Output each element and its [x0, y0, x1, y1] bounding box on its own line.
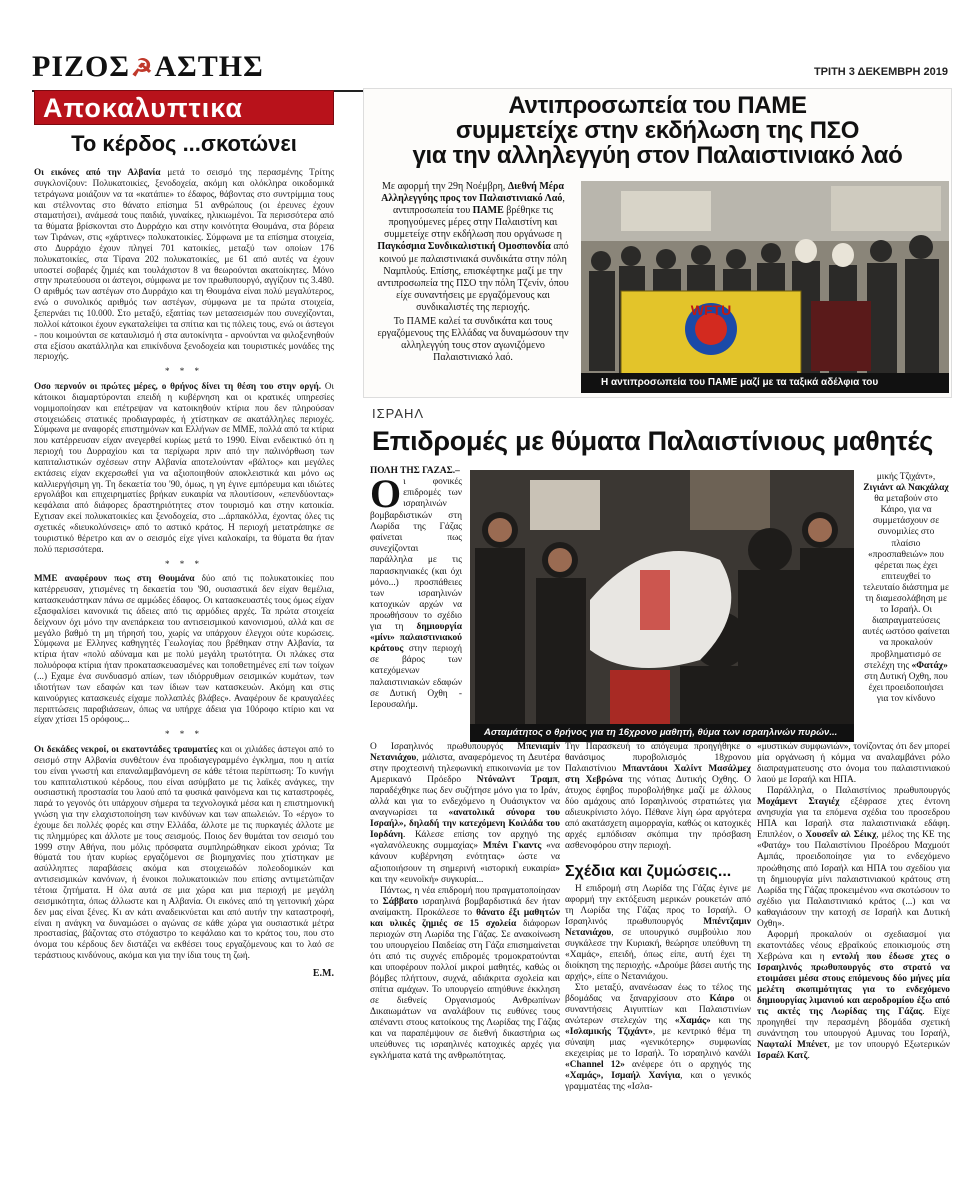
photo-caption: Ασταμάτητος ο θρήνος για τη 16χρονο μαθητή, θύμα των ισραηλινών πυρών...: [470, 724, 854, 742]
left-article-title: Το κέρδος ...σκοτώνει: [71, 131, 297, 156]
separator-stars: * * *: [165, 558, 203, 569]
drop-cap: Ο: [370, 471, 402, 517]
separator-stars: * * *: [165, 366, 203, 377]
mourning-photo: [470, 470, 854, 742]
wftu-banner-text: WFTU: [690, 302, 732, 318]
pame-article: [363, 88, 952, 398]
paragraph: Οι εικόνες από την Αλβανία μετά το σεισμό της περασμένης Τρίτης συγκλονίζουν: Πολυκατοικίες, ξενοδοχεία, ακόμη και ολόκληρα οικοδομικά τετράγωνα μοιάζουν να τα «κατάπιε» το έδαφος, θάβοντας στο συντρίμμια τους και στέλνοντας στο θάνατο επίσημα 51 ανθρώπους (οι έρευνες έχουν σταματήσει), ανάμεσά τους παιδιά, γυναίκες, ηλικιωμένοι. Τα περισσότερα από τα θύματα βρίσκονται στο Δυρράχιο και στην κοινότητα Θουμάνα, στα βόρεια των Τιράνων, στις «χάρτινες» πολυκατοικίες. Σύμφωνα με τα επίσημα στοιχεία, στο Δυρράχιο έχουν πληγεί 701 κατοικίες, μεταξύ των οποίων 176 πολυκατοικίες, στα Τίρανα 202 πολυκατοικίες, με 61 από αυτές να έχουν υποστεί σοβαρές ζημιές και τουλάχιστον 8 να θεωρούνται ακατοίκητες. Μόνο στην πρωτεύουσα οι άστεγοι, σύμφωνα με τον πρωθυπουργό, αγγίζουν τις 3.480. Ο αριθμός των αστέγων στο Δυρράχιο και τη Θουμάνα είναι πολύ μεγαλύτερος, ενώ ο συνολικός αριθμός των αστέγων, σύμφωνα με τα πρώτα στοιχεία, ξεπερνάει τις 10.000. Στο μεταξύ, εξαιτίας των μετασεισμών που συνεχίζονται, πολλοί κάτοικοι έχουν εγκαταλείψει τα σπίτια και τις πόλεις τους, ενώ οι άστεγοι - που κοιμούνται σε καταυλισμό ή στα αυτοκίνητα - αρνούνται να φιλοξενηθούν στα εξίσου ακατάλληλα και επικίνδυνα ξενοδοχεία και τουριστικές μονάδες της περιοχής.: [34, 167, 334, 362]
author-signature: Ε.Μ.: [312, 967, 334, 979]
separator-stars: * * *: [165, 729, 203, 740]
masthead: [32, 42, 948, 92]
paragraph: Οι δεκάδες νεκροί, οι εκατοντάδες τραυματίες και οι χιλιάδες άστεγοι από το σεισμό στην Αλβανία συνθέτουν ένα προδιαγεγραμμένο έγκλημα, που η αιτία του είναι γνωστή και επαναλαμβανόμενη σε κάθε τέτοια περίπτωση: Το κυνήγι του καπιταλιστικού κέρδους, που είναι ασύμβατο με τις λαϊκές ανάγκες, την ουσιαστική προστασία του λαού από τα φυσικά φαινόμενα και τις καταστροφές, παρά το γεγονός ότι υπάρχουν σήμερα τα τεχνολογικά μέσα και η επιστημονική γνώση για την ελαχιστοποίηση των κινδύνων και των απωλειών. Το «έργο» το έχουμε δει πολλές φορές και στην Ελλάδα, άλλοτε με τις πυρκαγιές άλλοτε με τις πλημμύρες και άλλοτε με τους σεισμούς. Ποιος δεν θυμάται τον σεισμό του 1999 στην Αθήνα, που μόλις πρόσφατα συμπληρώθηκαν είκοσι χρόνια; Τα θύματά του ήταν κυρίως εργαζόμενοι σε βιομηχανίες που χτίστηκαν με ασύλληπτες παραβάσεις ακόμα και στοιχειωδών πολεοδομικών και αντισεισμικών κανόνων, ή ένοικοι πολυκατοικιών που επίσης αντιμετώπιζαν τέτοια ζητήματα. Η όλα αυτά σε μια χώρα και μια περιοχή με μεγάλη σεισμικότητα, όπως άλλωστε και η Αλβανία. Οι εικόνες από τη γειτονική χώρα δεν μας είναι ξένες. Κι αν κάτι αναδεικνύεται και από αυτήν την καταστροφή, είναι η ανάγκη να δυναμώσει ο αγώνας σε κάθε χώρα για ουσιαστικά μέτρα προστασίας, βάζοντας στο στόχαστρο το κεφάλαιο και το κράτος του, που στο όνομα του κέρδους δεν διστάζει να εκθέσει τους εργαζόμενους και το λαό σε τεράστιους κινδύνους, ακόμα και για την ίδια τους τη ζωή.: [34, 744, 334, 961]
left-article: [34, 90, 334, 1150]
issue-date: ΤΡΙΤΗ 3 ΔΕΚΕΜΒΡΗ 2019: [813, 66, 948, 78]
left-article-body: [34, 167, 334, 980]
pame-article-body: Με αφορμή την 29η Νοέμβρη, Διεθνή Μέρα Αλληλεγγύης προς τον Παλαιστινιακό Λαό, αντιπροσωπεία του ΠΑΜΕ βρέθηκε τις προηγούμενες μέρες στην Παλαιστίνη και συμμετείχε στην εκδήλωση που οργάνωσε η Παγκόσμια Συνδικαλιστική Ομοσπονδία από κοινού με παλαιστινιακά συνδικάτα στην πόλη Ναμπλούς. Επίσης, επισκέφτηκε μαζί με την αντιπροσωπεία της ΠΣΟ την πόλη Τζενίν, όπου είχε συναντήσεις με εργαζόμενους και συνδικαλιστές της περιοχής. Το ΠΑΜΕ καλεί τα συνδικάτα και τους εργαζόμενους της Ελλάδας να δυναμώσουν την αλληλεγγύη τους στον αγωνιζόμενο Παλαιστινιακό λαό.: [377, 181, 569, 364]
section-tag: ΙΣΡΑΗΛ: [372, 406, 425, 421]
subheading: Σχέδια και ζυμώσεις...: [565, 863, 732, 881]
newspaper-logo: ΡΙΖΟΣ☭ΑΣΤΗΣ: [32, 50, 264, 83]
paragraph: ΜΜΕ αναφέρουν πως στη Θουμάνα δύο από τις πολυκατοικίες που κατέρρευσαν, χτισμένες τη δεκαετία του '90, ουσιαστικά δεν είχαν θεμέλια, κατασκευάστηκαν πάνω σε αμμώδες έδαφος. Οι κατασκευαστές τους όμως είχαν εξασφαλίσει κανονικά τις άδειες από τις αρμόδιες αρχές. Τα πρώτα στοιχεία δείχνουν όχι μόνο την ανεπάρκεια του αντισεισμικού κανονισμού, αλλά και σε μεγάλο βαθμό τη μη τήρησή του, χωρίς να υπάρχουν έλεγχοι ούτε κυρώσεις. Σύμφωνα με Ελληνες καθηγητές Γεωλογίας που βρέθηκαν στην Αλβανία, τα κτίρια ήταν «πολύ αδύναμα και με πολύ μεγάλη τρωτότητα. Οι πλάκες στα πολυόροφα κτίρια ήταν προκατασκευασμένες και τοποθετημένες επί των τοίχων (...) Εχαμε ένα συνδυασμό απίων, των ιδιόρρυθμων σεισμικών κυμάτων, των ιδιοτήτων των εδαφών και των ίδιων των κατασκευών. Ακόμη και στις καινούργιες κατασκευές είχαμε πολλαπλές βλάβες». Αναφέρουν δε κραυγαλέες περιπτώσεις παραβιάσεων, όπως να υπήρχε άδεια για 10όροφο κτίριο και να είχαν χτίσει 15 ορόφους...: [34, 573, 335, 725]
kicker: Αποκαλυπτικα: [34, 90, 334, 125]
israel-article-title: Επιδρομές με θύματα Παλαιστίνιους μαθητές: [372, 426, 934, 456]
pame-article-title: Αντιπροσωπεία του ΠΑΜΕ συμμετείχε στην εκδήλωση της ΠΣΟ για την αλληλεγγύη στον Παλαιστινιακό λαό: [412, 92, 903, 169]
delegation-photo-illustration: [581, 181, 949, 393]
israel-col-right-top: μικής Τζιχάντ», Ζιγιάντ αλ Νακχάλαχ θα μεταβούν στο Κάιρο, για να συμμετάσχουν σε συνομιλίες στο πλαίσιο «προσπαθειών» που φέρεται πως έχει επιτευχθεί το τελευταίο διάστημα με τη διαμεσολάβηση με το Ισραήλ. Οι διαπραγματεύσεις αυτές ωστόσο φαίνεται να προκαλούν προβληματισμό σε στελέχη της «Φατάχ» στη Δυτική Οχθη, που έχει προειδοποιήσει για τον κίνδυνο: [862, 472, 950, 704]
israel-col-1: ΠΟΛΗ ΤΗΣ ΓΑΖΑΣ.– Οι φονικές επιδρομές των ισραηλινών βομβαρδιστικών στη Λωρίδα της Γάζας φαίνεται πως συνεχίζονται παράλληλα με τις παρασκηνιακές (και όχι μόνο...) προσπάθειες των ισραηλινών κατοχικών αρχών να προωθήσουν το σχέδιο για τη δημιουργία «μίνι» παλαιστινιακού κράτους στην περιοχή σε βάρος των κατεχόμενων παλαιστινιακών εδαφών σε Δυτική Οχθη - Ιερουσαλήμ.: [370, 466, 462, 710]
photo-caption: Η αντιπροσωπεία του ΠΑΜΕ μαζί με τα ταξικά αδέλφια του: [581, 373, 949, 393]
hammer-sickle-icon: ☭: [130, 56, 154, 82]
delegation-photo: [581, 181, 949, 393]
mourning-photo-illustration: [470, 470, 854, 742]
israel-col-3: Την Παρασκευή το απόγευμα προηγήθηκε ο θανάσιμος πυροβολισμός 18χρονου Παλαιστίνιου Μπαντάουι Χαλίντ Μασάλμεχ στη Χεβρώνα της νότιας Δυτικής Οχθης. Ο άτυχος έφηβος πυροβολήθηκε μαζί με άλλους δύο αμάχους από Ισραηλινούς στρατιώτες για αδιευκρίνιστο λόγο. Πέθανε λίγη ώρα αργότερα από ακατάσχετη αιμορραγία, καθώς οι κατοχικές αρχές εμπόδισαν σκόπιμα την πρόσβαση ασθενοφόρου στην περιοχή. Σχέδια και ζυμώσεις... Η επιδρομή στη Λωρίδα της Γάζας έγινε με αφορμή την εκτόξευση μερικών ρουκετών από τη Λωρίδα της Γάζας προς το Ισραήλ. Ο Ισραηλινός πρωθυπουργός Μπέντζαμιν Νετανιάχου, σε υπουργικό συμβούλιο που συγκάλεσε την Κυριακή, θεώρησε υπεύθυνη τη «Χαμάς», επειδή, όπως είπε, αυτή έχει τη διοίκηση της περιοχής. «Δρούμε βάσει αυτής της αρχής», είπε ο Νετανιάχου. Στο μεταξύ, ανανέωσαν έως το τέλος της βδομάδας να ξαναρχίσουν στο Κάιρο οι συναντήσεις Αιγυπτίων και Παλαιστινίων ανώτερων στελεχών της «Χαμάς» και της «Ισλαμικής Τζιχάντ», με κεντρικό θέμα τη σύναψη μιας «γενικότερης» συμφωνίας εκεχειρίας με το Ισραήλ. Το ισραηλινό κανάλι «Channel 12» ανέφερε ότι ο αρχηγός της «Χαμάς», Ισμαήλ Χανίγια, και ο γενικός γραμματέας της «Ισλα-: [565, 742, 752, 1093]
paragraph: Οσο περνούν οι πρώτες μέρες, ο θρήνος δίνει τη θέση του στην οργή. Οι κάτοικοι διαμαρτύρονται επειδή η κυβέρνηση και οι κρατικές υπηρεσίες νομιμοποίησαν και επέτρεψαν να κατοικηθούν κτίρια που δεν πληρούσαν στοιχειώδεις στατικές προδιαγραφές, ή χτίστηκαν σε ακατάλληλες περιοχές. Σύμφωνα με αναφορές επιστημόνων και Ελλήνων σε ΜΜΕ, πολλά από τα κτίρια που κατέρρευσαν είχαν ανεγερθεί κυρίως μετά το 1990. Είναι ενδεικτικό ότι η περιοχή του Δυρραχίου και τα περίχωρα πριν από την παλινόρθωση των καπιταλιστικών σχέσεων στην Αλβανία αποτελούνταν «βάλτος» και μεγάλες εκτάσεις είχαν εκχερσωθεί για να αξιοποιηθούν αποκλειστικά και μόνο ως καλλιεργήσιμη γη. Τη δεκαετία του '90, όμως, η γη έγινε εμπόρευμα και ιδιώτες εργολάβοι και επιχειρηματίες βρήκαν ευκαιρία να πλουτίσουν, «επενδύοντας» κεφάλαια από διάφορες δραστηριότητες στον τουρισμό και στην κατοικία. Εχτισαν εκεί πολυκατοικίες και ξενοδοχεία, στο ...άρπακόλλα, έχοντας όλες τις σχετικές «διευκολύνσεις» από το αστικό κράτος. Η περιοχή μετατράπηκε σε τουριστικό θέρετρο και αν ο σεισμός είχε γίνει καλοκαίρι, τα θύματα θα ήταν πολύ περισσότερα.: [34, 381, 334, 554]
israel-col-4: «μυστικών συμφωνιών», τονίζοντας ότι δεν μπορεί μία οργάνωση ή κόμμα να αναλαμβάνει ρόλο διαπραγματευσης στο όνομα του παλαιστινιακού λαού με Ισραήλ και ΗΠΑ. Παράλληλα, ο Παλαιστίνιος πρωθυπουργός Μοχάμεντ Σταγιέχ εξέφρασε χτες έντονη ανησυχία για τα επόμενα σχέδια του προσεδρου ΗΠΑ και Ισραήλ στα παλαιστινιακά εδάφη. Επιπλέον, ο Χουσεΐν αλ Σέικχ, μέλος της ΚΕ της «Φατάχ» του Παλαιστίνιου Προέδρου Μαχμούτ Αμπάς, προειδοποίησε για το ενδεχόμενο προώθησης από Ισραήλ και ΗΠΑ του σχεδίου για τη δημιουργία μίνι παλαιστινιακού κράτους στη Λωρίδα της Γάζας προκειμένου «να σκοτώσουν το σχέδιο για Παλαιστινιακό κράτος (...) και να καθαγιάσουν την κατοχή σε Ισραήλ και Δυτική Οχθη». Αφορμή προκαλούν οι σχεδιασμοί για εκατοντάδες νέους εβραϊκούς εποικισμούς στη Χεβρώνα και η εντολή που έδωσε χτες ο Ισραηλινός πρωθυπουργός στο στρατό να ετοιμάσει μέσα στους επόμενους δύο μήνες μία μελέτη σκοπιμότητας για το ενδεχόμενο δημιουργίας λιμανιού και αεροδρομίου έξω από τις ακτές της Λωρίδας της Γάζας. Είχε προηγηθεί την περασμένη βδομάδα σχετική συνάντηση του υπουργού Αμυνας του Ισραήλ, Ναφταλί Μπένετ, με τον υπουργό Εξωτερικών Ισραέλ Κατζ.: [757, 742, 950, 1062]
israel-col-2: Ο Ισραηλινός πρωθυπουργός Μπενιαμίν Νετανιάχου, μάλιστα, αναφερόμενος τη Δευτέρα στην προχτεσινή τηλεφωνική επικοινωνία με τον Αμερικανό Πρόεδρο Ντόναλντ Τραμπ, παραδέχθηκε πως δεν συζήτησε μόνο για το Ιράν, αλλά και για το ενδεχόμενο η Ουάσιγκτον να αναγνωρίσει τα «ανατολικά σύνορα του Ισραήλ», δηλαδή την κατεχόμενη Κοιλάδα του Ιορδάνη. Κάλεσε επίσης τον αρχηγό της «γαλανόλευκης συμμαχίας» Μπένι Γκαντς «να κάνουν κυβέρνηση ενότητας» ώστε να αξιοποιήσουν τη σημερινή «ιστορική ευκαιρία» και την «ευνοϊκή» συγκυρία... Πάντως, η νέα επιδρομή που πραγματοποίησαν το Σάββατο ισραηλινά βομβαρδιστικά δεν ήταν αναίμακτη. Προκάλεσε το θάνατο έξι μαθητών και υλικές ζημιές σε 15 σχολεία διάφορων περιοχών στη Λωρίδα της Γάζας. Σε ανακοίνωση του υπουργείου Παιδείας στη Γάζα επισημαίνεται ότι από τις συχνές επιδρομές τρομοκρατούνται και υποφέρουν πολλοί μικροί μαθητές, καθώς οι βόμβες πλήττουν, συχνά, αδιάκριτα σχολεία και σπίτια αμάχων. Το υπουργείο απηύθυνε έκκληση σε διεθνείς Οργανισμούς Ανθρωπίνων Δικαιωμάτων να αναλάβουν τις ευθύνες τους απέναντι στους κατοίκους της Λωρίδας της Γάζας και να παραπέμψουν σε διεθνή δικαστήρια ως υπεύθυνες τις ισραηλινές κατοχικές αρχές για εγκλήματα κατά της ανθρωπότητας.: [370, 742, 561, 1062]
